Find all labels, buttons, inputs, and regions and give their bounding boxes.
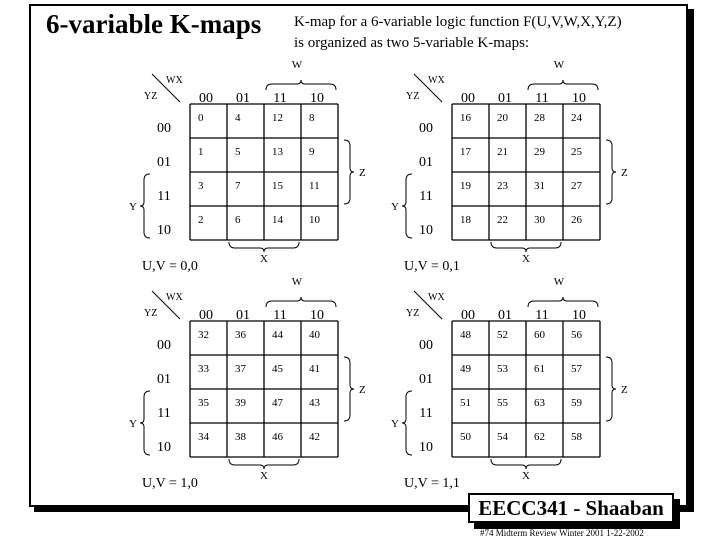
map1-cell-2: 2 — [198, 214, 204, 226]
map4-z-label: Z — [621, 384, 628, 396]
map1-w-label: W — [291, 59, 303, 71]
map2-z-brace — [606, 140, 616, 204]
map2-x-label: X — [522, 253, 530, 265]
map4-col-code-00: 00 — [461, 308, 475, 323]
map2-cell-25: 25 — [571, 146, 582, 158]
map2-w-label: W — [553, 59, 565, 71]
map3-x-brace — [229, 459, 299, 469]
footer-badge — [468, 493, 680, 529]
map4-w-brace — [528, 297, 598, 307]
map4-w-label: W — [553, 276, 565, 288]
map2-y-brace — [402, 174, 412, 238]
map1-corner-wx: WX — [166, 75, 183, 86]
map4-cell-60: 60 — [534, 329, 545, 341]
map2-x-brace — [491, 242, 561, 252]
map2-cell-31: 31 — [534, 180, 545, 192]
map3-cell-41: 41 — [309, 363, 320, 375]
map2-z-label: Z — [621, 167, 628, 179]
map2-cell-18: 18 — [460, 214, 471, 226]
map3-cell-44: 44 — [272, 329, 283, 341]
map4-cell-58: 58 — [571, 431, 582, 443]
map1-cell-11: 11 — [309, 180, 320, 192]
map3-cell-47: 47 — [272, 397, 283, 409]
map3-cell-32: 32 — [198, 329, 209, 341]
map2-cell-26: 26 — [571, 214, 582, 226]
map2-cell-28: 28 — [534, 112, 545, 124]
map3-y-label: Y — [129, 418, 137, 430]
map1-row-code-10: 10 — [157, 223, 171, 238]
map1-col-code-00: 00 — [199, 91, 213, 106]
map3-y-brace — [140, 391, 150, 455]
map1-col-code-10: 10 — [310, 91, 324, 106]
map3-col-code-10: 10 — [310, 308, 324, 323]
map4-cell-49: 49 — [460, 363, 471, 375]
map3-uv-label: U,V = 1,0 — [142, 476, 198, 491]
map4-uv-label: U,V = 1,1 — [404, 476, 460, 491]
slide-title: 6-variable K-maps — [46, 9, 262, 39]
map2-cell-16: 16 — [460, 112, 471, 124]
map2-y-label: Y — [391, 201, 399, 213]
map3-corner-wx: WX — [166, 292, 183, 303]
map4-x-label: X — [522, 470, 530, 482]
map1-z-brace — [344, 140, 354, 204]
map1-cell-12: 12 — [272, 112, 283, 124]
map1-y-label: Y — [129, 201, 137, 213]
map1-cell-14: 14 — [272, 214, 283, 226]
map3-w-brace — [266, 297, 336, 307]
map3-cell-43: 43 — [309, 397, 320, 409]
map4-z-brace — [606, 357, 616, 421]
map3-w-label: W — [291, 276, 303, 288]
map4-x-brace — [491, 459, 561, 469]
map4-cell-63: 63 — [534, 397, 545, 409]
map2-corner-yz: YZ — [406, 91, 420, 102]
map2-cell-23: 23 — [497, 180, 508, 192]
footer-label: EECC341 - Shaaban — [468, 493, 674, 523]
map2-col-code-01: 01 — [498, 91, 512, 106]
map2-uv-label: U,V = 0,1 — [404, 259, 460, 274]
map3-cell-33: 33 — [198, 363, 209, 375]
map2-row-code-00: 00 — [419, 121, 433, 136]
map4-cell-55: 55 — [497, 397, 508, 409]
map1-cell-10: 10 — [309, 214, 320, 226]
map2-w-brace — [528, 80, 598, 90]
map3-row-code-11: 11 — [157, 406, 171, 421]
map1-w-brace — [266, 80, 336, 90]
map1-cell-7: 7 — [235, 180, 241, 192]
map4-cell-52: 52 — [497, 329, 508, 341]
map2-corner-wx: WX — [428, 75, 445, 86]
map3-cell-38: 38 — [235, 431, 246, 443]
map2-cell-21: 21 — [497, 146, 508, 158]
map3-z-brace — [344, 357, 354, 421]
map4-col-code-01: 01 — [498, 308, 512, 323]
map3-col-code-01: 01 — [236, 308, 250, 323]
map3-z-label: Z — [359, 384, 366, 396]
map2-cell-24: 24 — [571, 112, 582, 124]
map3-cell-35: 35 — [198, 397, 209, 409]
map4-row-code-01: 01 — [419, 372, 433, 387]
map2-col-code-11: 11 — [535, 91, 549, 106]
map3-row-code-00: 00 — [157, 338, 171, 353]
map4-cell-59: 59 — [571, 397, 582, 409]
map3-cell-37: 37 — [235, 363, 246, 375]
map1-cell-0: 0 — [198, 112, 204, 124]
map1-col-code-01: 01 — [236, 91, 250, 106]
map1-cell-5: 5 — [235, 146, 241, 158]
description-line-1: K-map for a 6-variable logic function F(U,V,W,X,Y,Z) — [294, 14, 622, 30]
map3-cell-36: 36 — [235, 329, 246, 341]
description-line-2: is organized as two 5-variable K-maps: — [294, 35, 530, 51]
map2-col-code-00: 00 — [461, 91, 475, 106]
map4-corner-yz: YZ — [406, 308, 420, 319]
map2-cell-27: 27 — [571, 180, 582, 192]
map4-cell-50: 50 — [460, 431, 471, 443]
map1-row-code-01: 01 — [157, 155, 171, 170]
footer-note: #74 Midterm Review Winter 2001 1-22-2002 — [480, 528, 644, 538]
map1-cell-8: 8 — [309, 112, 315, 124]
map1-uv-label: U,V = 0,0 — [142, 259, 198, 274]
map4-row-code-11: 11 — [419, 406, 433, 421]
map4-y-brace — [402, 391, 412, 455]
map2-cell-22: 22 — [497, 214, 508, 226]
map4-cell-51: 51 — [460, 397, 471, 409]
map2-cell-19: 19 — [460, 180, 471, 192]
map4-col-code-10: 10 — [572, 308, 586, 323]
map3-cell-46: 46 — [272, 431, 283, 443]
map3-cell-39: 39 — [235, 397, 246, 409]
map3-row-code-10: 10 — [157, 440, 171, 455]
map1-row-code-11: 11 — [157, 189, 171, 204]
map1-cell-1: 1 — [198, 146, 204, 158]
map4-cell-56: 56 — [571, 329, 582, 341]
map3-row-code-01: 01 — [157, 372, 171, 387]
map3-cell-34: 34 — [198, 431, 209, 443]
map2-cell-17: 17 — [460, 146, 471, 158]
map3-x-label: X — [260, 470, 268, 482]
map1-cell-4: 4 — [235, 112, 241, 124]
map2-cell-30: 30 — [534, 214, 545, 226]
map1-y-brace — [140, 174, 150, 238]
map3-col-code-00: 00 — [199, 308, 213, 323]
map1-col-code-11: 11 — [273, 91, 287, 106]
map4-col-code-11: 11 — [535, 308, 549, 323]
map2-row-code-01: 01 — [419, 155, 433, 170]
map1-cell-13: 13 — [272, 146, 283, 158]
map1-cell-3: 3 — [198, 180, 204, 192]
map3-cell-45: 45 — [272, 363, 283, 375]
map3-corner-yz: YZ — [144, 308, 158, 319]
map1-cell-15: 15 — [272, 180, 283, 192]
map1-x-label: X — [260, 253, 268, 265]
map1-cell-9: 9 — [309, 146, 315, 158]
map1-row-code-00: 00 — [157, 121, 171, 136]
map4-cell-53: 53 — [497, 363, 508, 375]
map1-corner-yz: YZ — [144, 91, 158, 102]
map1-x-brace — [229, 242, 299, 252]
map4-cell-62: 62 — [534, 431, 545, 443]
map4-corner-wx: WX — [428, 292, 445, 303]
map4-cell-57: 57 — [571, 363, 582, 375]
map3-cell-40: 40 — [309, 329, 320, 341]
map3-cell-42: 42 — [309, 431, 320, 443]
map4-cell-54: 54 — [497, 431, 508, 443]
map4-cell-61: 61 — [534, 363, 545, 375]
map2-row-code-10: 10 — [419, 223, 433, 238]
map4-cell-48: 48 — [460, 329, 471, 341]
map3-col-code-11: 11 — [273, 308, 287, 323]
map1-z-label: Z — [359, 167, 366, 179]
map1-cell-6: 6 — [235, 214, 241, 226]
map2-cell-29: 29 — [534, 146, 545, 158]
map2-cell-20: 20 — [497, 112, 508, 124]
map4-row-code-00: 00 — [419, 338, 433, 353]
map2-row-code-11: 11 — [419, 189, 433, 204]
map4-row-code-10: 10 — [419, 440, 433, 455]
map4-y-label: Y — [391, 418, 399, 430]
map2-col-code-10: 10 — [572, 91, 586, 106]
